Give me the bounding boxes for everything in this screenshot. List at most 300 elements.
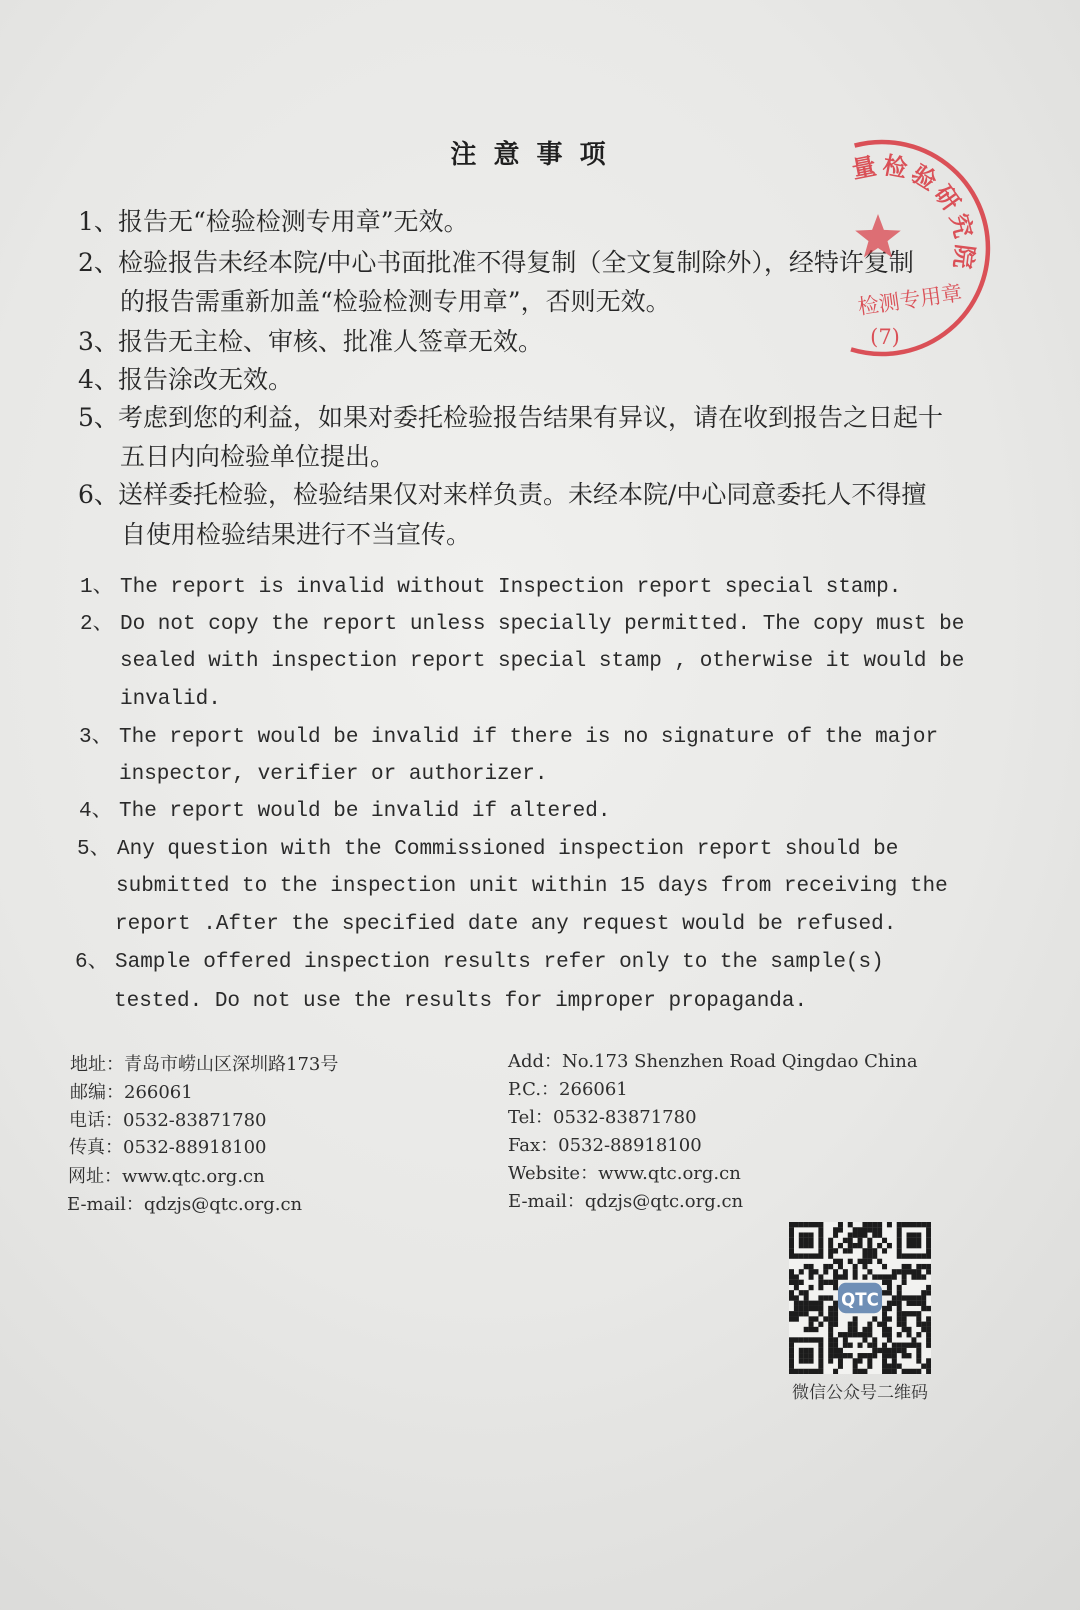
qr-module [848, 1232, 853, 1237]
qr-module [809, 1253, 814, 1258]
qr-module [887, 1348, 892, 1353]
qr-module [902, 1348, 907, 1353]
qr-module [809, 1243, 814, 1248]
qr-module [921, 1301, 926, 1306]
qr-module [828, 1311, 833, 1316]
notice-text: 报告无主检、审核、批准人签章无效。 [118, 327, 544, 356]
contact-label: 电话： [69, 1110, 123, 1131]
qr-module [887, 1222, 892, 1227]
notice-line [120, 688, 221, 712]
qr-module [809, 1269, 814, 1274]
qr-module [833, 1306, 838, 1311]
notice-number: 6、 [75, 951, 109, 974]
qr-module [862, 1337, 867, 1342]
qr-module [907, 1311, 912, 1316]
qr-module [907, 1253, 912, 1258]
qr-module [862, 1232, 867, 1237]
qr-module [862, 1259, 867, 1264]
qr-module [833, 1248, 838, 1253]
qr-module [799, 1306, 804, 1311]
qr-module [911, 1222, 916, 1227]
contact-label: Tel： [508, 1107, 554, 1128]
qr-module [887, 1364, 892, 1369]
qr-module [818, 1369, 823, 1374]
qr-module [897, 1343, 902, 1348]
notice-number: 4、 [79, 800, 113, 823]
qr-module [809, 1301, 814, 1306]
stamp-arc-textpath: 量检验研究院 [849, 150, 981, 275]
qr-module [897, 1316, 902, 1321]
qr-module [848, 1332, 853, 1337]
contact-row [69, 1137, 267, 1159]
qr-module [858, 1259, 863, 1264]
qr-module [804, 1222, 809, 1227]
qr-module [916, 1369, 921, 1374]
qr-module [862, 1274, 867, 1279]
notice-number: 5、 [77, 838, 111, 861]
qr-module [828, 1243, 833, 1248]
qr-module [804, 1306, 809, 1311]
qr-module [853, 1327, 858, 1332]
qr-module [813, 1306, 818, 1311]
qr-module [882, 1274, 887, 1279]
notice-text: 考虑到您的利益，如果对委托检验报告结果有异议，请在收到报告之日起十 [118, 403, 944, 432]
qr-module [843, 1269, 848, 1274]
qr-module [789, 1316, 794, 1321]
qr-module [897, 1364, 902, 1369]
qr-module [911, 1311, 916, 1316]
qr-module [916, 1353, 921, 1358]
contact-label: 地址： [70, 1054, 124, 1075]
qr-module [853, 1316, 858, 1321]
qr-module [818, 1337, 823, 1342]
qr-module [813, 1253, 818, 1258]
qr-module [926, 1232, 931, 1237]
qr-module [843, 1343, 848, 1348]
qr-module [892, 1301, 897, 1306]
qr-module [818, 1248, 823, 1253]
qr-module [911, 1369, 916, 1374]
qr-module [828, 1238, 833, 1243]
qr-module [897, 1290, 902, 1295]
qr-module [794, 1316, 799, 1321]
qr-module [858, 1343, 863, 1348]
qr-module [799, 1353, 804, 1358]
qr-module [809, 1327, 814, 1332]
qr-module [789, 1290, 794, 1295]
qr-module [809, 1353, 814, 1358]
qr-module [907, 1369, 912, 1374]
qr-module [853, 1227, 858, 1232]
qr-module [872, 1248, 877, 1253]
notice-line [114, 990, 807, 1014]
contact-row [508, 1191, 743, 1213]
qr-module [921, 1222, 926, 1227]
qr-module [867, 1243, 872, 1248]
qr-module [818, 1348, 823, 1353]
qr-module [921, 1274, 926, 1279]
qr-module [867, 1332, 872, 1337]
qr-module [799, 1243, 804, 1248]
qr-module [882, 1248, 887, 1253]
qr-module [887, 1301, 892, 1306]
qr-module [809, 1264, 814, 1269]
qr-module [828, 1348, 833, 1353]
star-icon [855, 214, 901, 257]
qr-module [867, 1227, 872, 1232]
contact-value: www.qtc.org.cn [598, 1163, 741, 1184]
notice-text: 检验报告未经本院/中心书面批准不得复制（全文复制除外），经特许复制 [118, 248, 914, 277]
qr-module [794, 1369, 799, 1374]
notice-number: 6、 [78, 480, 119, 509]
qr-module [818, 1238, 823, 1243]
qr-module [916, 1238, 921, 1243]
notice-line [78, 327, 543, 357]
qr-module [911, 1269, 916, 1274]
contact-row [67, 1194, 302, 1216]
qr-module [833, 1316, 838, 1321]
notice-line [120, 287, 671, 317]
qr-module [907, 1243, 912, 1248]
qr-module [828, 1264, 833, 1269]
qr-module [843, 1238, 848, 1243]
qr-module [818, 1353, 823, 1358]
notice-text: report .After the specified date any request would be refused. [115, 913, 897, 936]
qr-module [911, 1274, 916, 1279]
qr-module [902, 1269, 907, 1274]
qr-module [877, 1227, 882, 1232]
qr-module [862, 1248, 867, 1253]
qr-module [907, 1238, 912, 1243]
qr-module [848, 1327, 853, 1332]
qr-module [872, 1227, 877, 1232]
qr-module [887, 1337, 892, 1342]
qr-module [799, 1369, 804, 1374]
stamp-arc-text [849, 150, 980, 274]
contact-value: 0532-88918100 [558, 1135, 702, 1156]
qr-module [926, 1306, 931, 1311]
qr-module [828, 1280, 833, 1285]
qr-module [858, 1358, 863, 1363]
notice-line [115, 913, 896, 937]
qr-module [911, 1238, 916, 1243]
qr-module [858, 1369, 863, 1374]
qr-module [916, 1358, 921, 1363]
qr-module [809, 1316, 814, 1321]
qr-module [882, 1322, 887, 1327]
notice-line [77, 838, 898, 862]
qr-module [804, 1348, 809, 1353]
qr-module [902, 1295, 907, 1300]
qr-module [916, 1243, 921, 1248]
qr-module [833, 1280, 838, 1285]
notice-text: The report would be invalid if altered. [119, 800, 611, 823]
qr-module [809, 1222, 814, 1227]
qr-module [872, 1274, 877, 1279]
qr-module [897, 1243, 902, 1248]
qr-module [882, 1264, 887, 1269]
notice-line [120, 650, 964, 674]
qr-module [809, 1369, 814, 1374]
qr-module [804, 1253, 809, 1258]
qr-module [921, 1322, 926, 1327]
qr-module [926, 1337, 931, 1342]
qr-module [926, 1285, 931, 1290]
qr-module [848, 1222, 853, 1227]
qr-module [838, 1227, 843, 1232]
qr-module [911, 1301, 916, 1306]
qr-module [926, 1364, 931, 1369]
qr-module [911, 1337, 916, 1342]
qr-module [892, 1369, 897, 1374]
qr-module [902, 1353, 907, 1358]
qr-module [823, 1295, 828, 1300]
qr-module [828, 1306, 833, 1311]
notice-line [120, 442, 395, 472]
qr-module [818, 1227, 823, 1232]
qr-module [926, 1227, 931, 1232]
notice-line [78, 207, 469, 237]
qr-module [823, 1280, 828, 1285]
notice-text: 的报告需重新加盖“检验检测专用章”，否则无效。 [120, 287, 671, 316]
qr-module [853, 1332, 858, 1337]
qr-module [799, 1311, 804, 1316]
qr-module [916, 1332, 921, 1337]
qr-module [907, 1343, 912, 1348]
notice-line [79, 800, 610, 824]
notice-line [121, 520, 471, 550]
qr-module [823, 1264, 828, 1269]
qr-module [843, 1353, 848, 1358]
qr-module [843, 1337, 848, 1342]
qr-module [897, 1227, 902, 1232]
qr-module [872, 1253, 877, 1258]
qr-module [813, 1337, 818, 1342]
contact-row [508, 1163, 741, 1185]
qr-module [858, 1238, 863, 1243]
qr-module [892, 1358, 897, 1363]
notice-line [78, 480, 926, 510]
notice-line [75, 951, 884, 975]
qr-module [838, 1358, 843, 1363]
qr-module [813, 1327, 818, 1332]
qr-module [897, 1248, 902, 1253]
contact-label: Website： [508, 1163, 599, 1184]
qr-module [858, 1232, 863, 1237]
qr-module [818, 1274, 823, 1279]
notice-number: 1、 [78, 207, 119, 236]
notice-line [79, 726, 938, 750]
qr-module [911, 1343, 916, 1348]
qr-module [828, 1248, 833, 1253]
qr-module [926, 1369, 931, 1374]
contact-row [508, 1107, 697, 1129]
qr-module [833, 1343, 838, 1348]
qr-logo-text: QTC [841, 1289, 879, 1311]
qr-module [872, 1232, 877, 1237]
qr-module [887, 1285, 892, 1290]
contact-row [508, 1051, 918, 1073]
notice-text: The report would be invalid if there is no signature of the major [119, 726, 939, 749]
qr-module [882, 1364, 887, 1369]
qr-module [897, 1332, 902, 1337]
qr-module [789, 1337, 794, 1342]
notice-text: tested. Do not use the results for improper propaganda. [114, 990, 808, 1013]
qr-module [902, 1280, 907, 1285]
qr-module [872, 1353, 877, 1358]
qr-module [818, 1311, 823, 1316]
notice-text: 五日内向检验单位提出。 [120, 442, 396, 471]
qr-module [799, 1280, 804, 1285]
qr-module [916, 1222, 921, 1227]
notice-text: 报告无“检验检测专用章”无效。 [118, 207, 469, 236]
qr-module [907, 1332, 912, 1337]
qr-module [911, 1243, 916, 1248]
qr-module [911, 1253, 916, 1258]
qr-module [853, 1358, 858, 1363]
qr-module [833, 1259, 838, 1264]
qr-module [907, 1232, 912, 1237]
qr-module [853, 1264, 858, 1269]
qr-module [828, 1295, 833, 1300]
qr-module [897, 1269, 902, 1274]
qr-module [833, 1269, 838, 1274]
qr-module [848, 1243, 853, 1248]
qr-module [833, 1311, 838, 1316]
qr-module [862, 1264, 867, 1269]
qr-module [926, 1332, 931, 1337]
qr-module [818, 1280, 823, 1285]
qr-module [916, 1232, 921, 1237]
qr-module [833, 1227, 838, 1232]
qr-module [838, 1332, 843, 1337]
qr-module [907, 1301, 912, 1306]
qr-module [828, 1337, 833, 1342]
contact-row [508, 1135, 702, 1157]
qr-module [799, 1269, 804, 1274]
notice-number: 3、 [79, 726, 113, 749]
contact-value: No.173 Shenzhen Road Qingdao China [562, 1051, 918, 1072]
qr-module [804, 1290, 809, 1295]
qr-module [804, 1337, 809, 1342]
qr-module [818, 1285, 823, 1290]
notice-number: 4、 [78, 365, 119, 394]
notice-text: 报告涂改无效。 [118, 365, 294, 394]
qr-module [804, 1232, 809, 1237]
qr-module [828, 1316, 833, 1321]
qr-module [813, 1316, 818, 1321]
notice-line [80, 576, 901, 600]
qr-module [916, 1264, 921, 1269]
qr-module [921, 1306, 926, 1311]
qr-module [867, 1248, 872, 1253]
qr-module [921, 1327, 926, 1332]
qr-module [804, 1238, 809, 1243]
qr-module [838, 1364, 843, 1369]
qr-module [897, 1295, 902, 1300]
contact-label: Fax： [508, 1135, 559, 1156]
notice-number: 1、 [80, 576, 114, 599]
notice-text: Sample offered inspection results refer only to the sample(s) [115, 951, 884, 974]
qr-module [848, 1343, 853, 1348]
qr-module [926, 1343, 931, 1348]
qr-module [877, 1259, 882, 1264]
qr-module [828, 1322, 833, 1327]
qr-module [916, 1301, 921, 1306]
qr-module [926, 1290, 931, 1295]
qr-module [828, 1327, 833, 1332]
qr-module [926, 1222, 931, 1227]
qr-module [902, 1311, 907, 1316]
qr-module [926, 1322, 931, 1327]
qr-module [833, 1337, 838, 1342]
qr-module [838, 1353, 843, 1358]
qr-module [916, 1348, 921, 1353]
contact-row [68, 1166, 265, 1188]
qr-module [804, 1311, 809, 1316]
qr-module [892, 1295, 897, 1300]
qr-module [858, 1227, 863, 1232]
qr-module [877, 1232, 882, 1237]
qr-module [902, 1253, 907, 1258]
qr-module [887, 1243, 892, 1248]
qr-module [838, 1222, 843, 1227]
contact-label: 邮编： [70, 1082, 124, 1103]
contact-value: 266061 [559, 1079, 628, 1100]
contact-value: www.qtc.org.cn [122, 1166, 265, 1187]
qr-module [809, 1238, 814, 1243]
qr-module [828, 1343, 833, 1348]
qr-module [887, 1353, 892, 1358]
qr-module [902, 1264, 907, 1269]
qr-module [882, 1238, 887, 1243]
qr-module [887, 1327, 892, 1332]
qr-module [848, 1238, 853, 1243]
qr-module [823, 1316, 828, 1321]
qr-module [892, 1343, 897, 1348]
qr-module [867, 1322, 872, 1327]
qr-module [887, 1332, 892, 1337]
qr-module [833, 1353, 838, 1358]
qr-module [789, 1358, 794, 1363]
qr-module [789, 1243, 794, 1248]
qr-module [799, 1253, 804, 1258]
qr-module [843, 1248, 848, 1253]
qr-module [921, 1364, 926, 1369]
qr-module [809, 1322, 814, 1327]
qr-module [818, 1364, 823, 1369]
qr-module [858, 1332, 863, 1337]
qr-module [926, 1358, 931, 1363]
qr-module [813, 1222, 818, 1227]
notice-line [116, 875, 948, 899]
qr-module [833, 1285, 838, 1290]
qr-module [809, 1358, 814, 1363]
qr-module [789, 1227, 794, 1232]
qr-module [804, 1353, 809, 1358]
notice-number: 2、 [78, 248, 119, 277]
qr-module [926, 1238, 931, 1243]
qr-module [853, 1369, 858, 1374]
qr-module [902, 1274, 907, 1279]
contact-row [70, 1082, 193, 1104]
qr-module [809, 1348, 814, 1353]
qr-module [907, 1264, 912, 1269]
qr-module [916, 1295, 921, 1300]
qr-module [892, 1364, 897, 1369]
qr-module [789, 1269, 794, 1274]
qr-module [804, 1369, 809, 1374]
